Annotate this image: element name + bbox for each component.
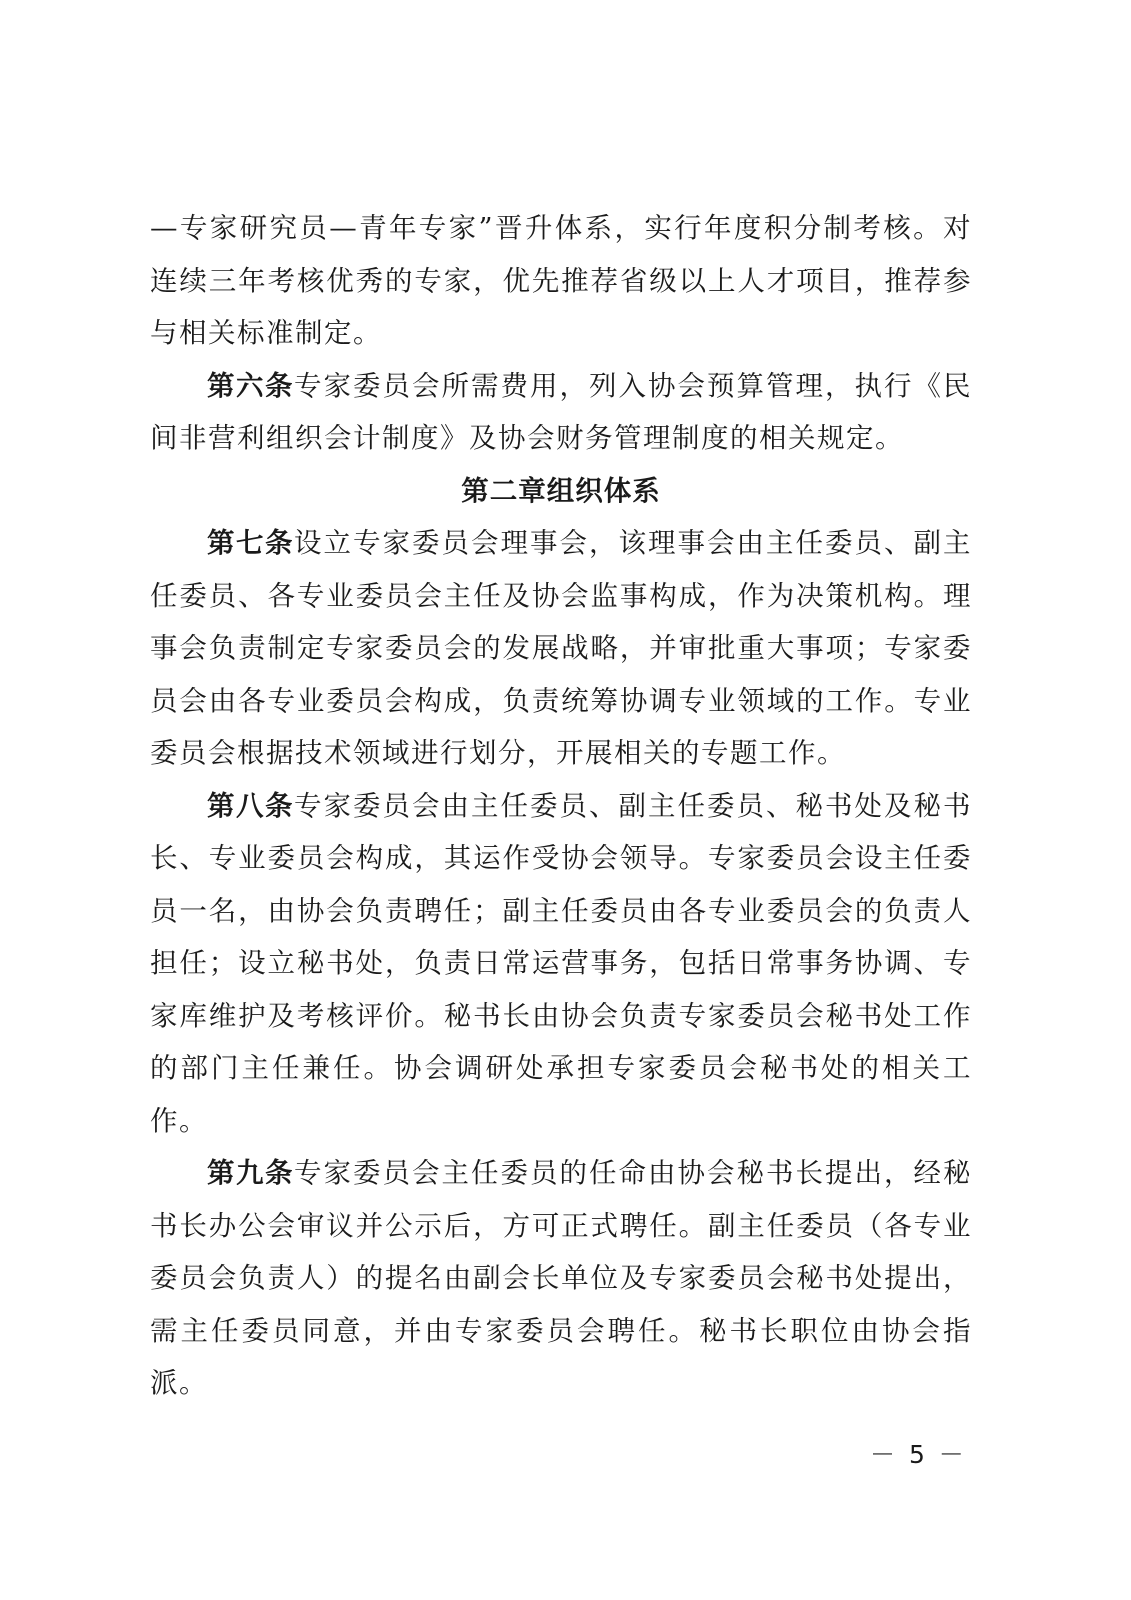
article-7-text: 设立专家委员会理事会，该理事会由主任委员、副主任委员、各专业委员会主任及协会监事构成，作为决策机构。理事会负责制定专家委员会的发展战略，并审批重大事项；专家委员会由各专业委员会构成，负责统筹协调专业领域的工作。专业委员会根据技术领域进行划分，开展相关的专题工作。 [150,527,972,769]
chapter-2-title: 第二章组织体系 [461,474,661,507]
document-body [150,202,972,1410]
article-9-paragraph [150,1147,972,1410]
article-7-paragraph [150,517,972,780]
article-8-text: 专家委员会由主任委员、副主任委员、秘书处及秘书长、专业委员会构成，其运作受协会领导。专家委员会设主任委员一名，由协会负责聘任；副主任委员由各专业委员会的负责人担任；设立秘书处，负责日常运营事务，包括日常事务协调、专家库维护及考核评价。秘书长由协会负责专家委员会秘书处工作的部门主任兼任。协会调研处承担专家委员会秘书处的相关工作。 [150,789,972,1137]
article-9-text: 专家委员会主任委员的任命由协会秘书长提出，经秘书长办公会审议并公示后，方可正式聘任。副主任委员（各专业委员会负责人）的提名由副会长单位及专家委员会秘书处提出，需主任委员同意，并由专家委员会聘任。秘书长职位由协会指派。 [150,1157,972,1399]
page-number: － 5 － [870,1440,967,1469]
article-8-paragraph [150,780,972,1148]
article-7-number: 第七条 [207,527,294,559]
article-6-number: 第六条 [207,369,294,402]
article-8-number: 第八条 [207,789,294,822]
article-6-paragraph [150,360,972,465]
article-6-text: 专家委员会所需费用，列入协会预算管理，执行《民间非营利组织会计制度》及协会财务管理制度的相关规定。 [150,369,972,454]
article-9-number: 第九条 [207,1157,294,1189]
continuation-paragraph: —专家研究员—青年专家”晋升体系，实行年度积分制考核。对连续三年考核优秀的专家，优先推荐省级以上人才项目，推荐参与相关标准制定。 [150,212,972,349]
